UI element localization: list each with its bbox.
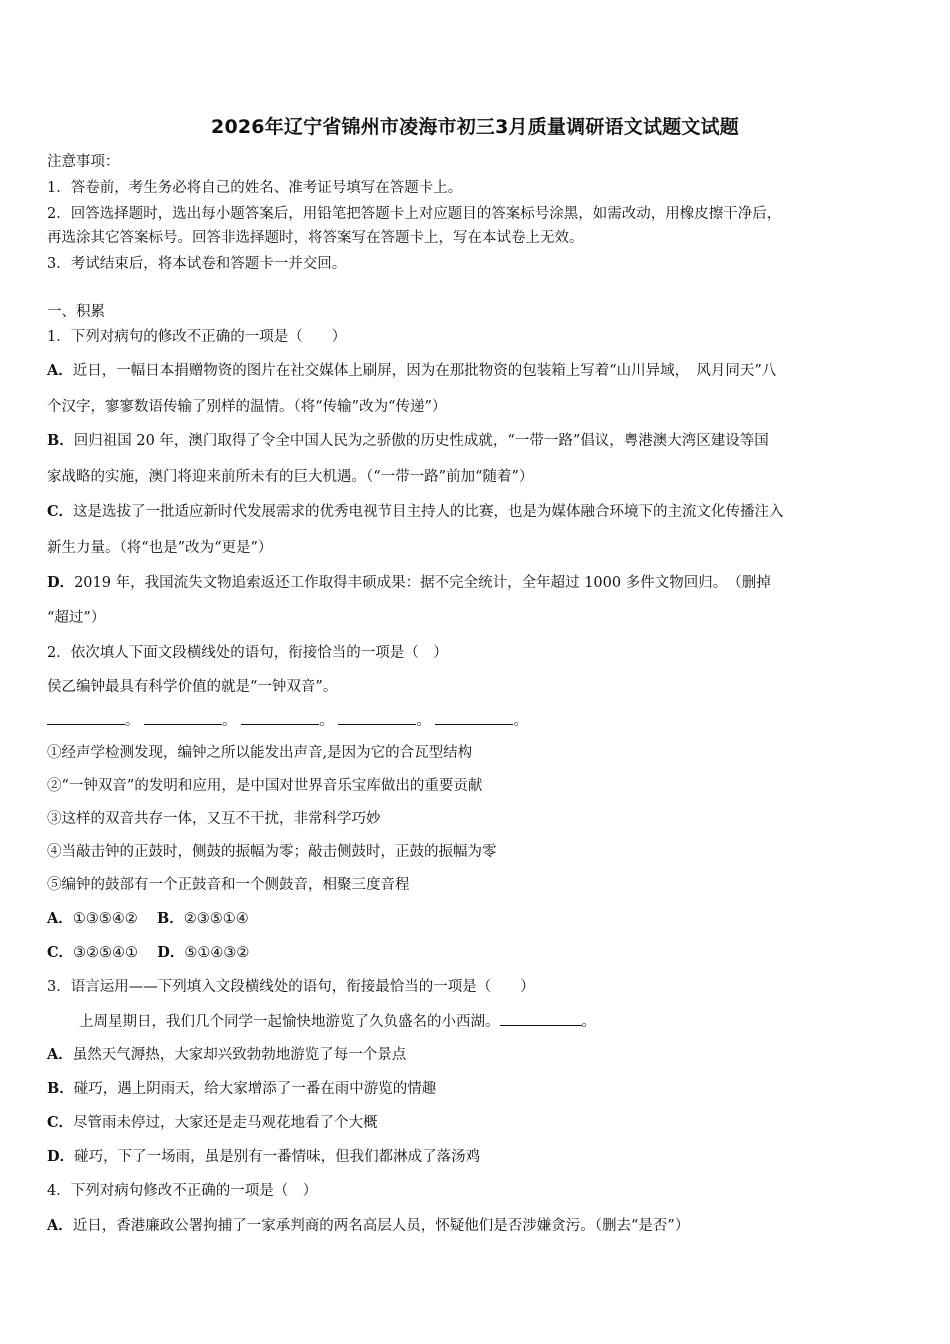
- q3-passage: [79, 1011, 939, 1032]
- q1-option-c-label: C．: [47, 503, 74, 520]
- q3-option-a-label: A．: [47, 1046, 73, 1063]
- q4-option-a-label: A．: [47, 1217, 73, 1234]
- q2-blank-4: [338, 710, 416, 725]
- q3-blank: [500, 1011, 582, 1026]
- q3-option-a: [47, 1045, 907, 1065]
- q1-option-c-cont: 新生力量。（将“也是”改为“更是”）: [47, 540, 273, 556]
- q1-stem: 1．下列对病句的修改不正确的一项是（ ）: [47, 329, 347, 345]
- q2-blank-sep: 。: [222, 713, 237, 729]
- q2-blank-3: [241, 710, 319, 725]
- q1-option-a: [47, 361, 907, 381]
- q2-option-a-label: A．: [47, 910, 73, 927]
- q3-option-d: [47, 1147, 907, 1167]
- q2-option-c-label: C．: [47, 944, 74, 961]
- q1-option-a-cont: 个汉字，寥寥数语传输了别样的温情。（将“传输”改为“传递”）: [47, 399, 447, 415]
- q1-option-c-text: 这是选拔了一批适应新时代发展需求的优秀电视节目主持人的比赛，也是为媒体融合环境下的主流文化传播注入: [73, 504, 784, 520]
- q3-option-d-text: 碰巧，下了一场雨，虽是别有一番情味，但我们都淋成了落汤鸡: [74, 1149, 481, 1165]
- q2-option-b: ②③⑤①④: [183, 911, 249, 927]
- q2-blank-sep: 。: [416, 713, 431, 729]
- q1-option-b: [47, 431, 907, 451]
- q1-option-b-text: 回归祖国 20 年，澳门取得了令全中国人民为之骄傲的历史性成就，“一带一路”倡议，粤港澳大湾区建设等国: [73, 433, 769, 449]
- q3-passage-end: 。: [581, 1014, 596, 1030]
- q1-option-d-text: 2019 年，我国流失文物追索返还工作取得丰硕成果：据不完全统计，全年超过 1000 多件文物回归。 （删掉: [74, 575, 771, 591]
- q2-blank-2: [144, 710, 222, 725]
- notice-item-2b: 再选涂其它答案标号。回答非选择题时，将答案写在答题卡上，写在本试卷上无效。: [47, 230, 584, 246]
- q2-sentence-1: ①经声学检测发现，编钟之所以能发出声音,是因为它的合瓦型结构: [47, 745, 473, 761]
- q1-option-c: [47, 502, 907, 522]
- q1-option-a-label: A．: [47, 362, 73, 379]
- q4-stem: 4．下列对病句修改不正确的一项是（ ）: [47, 1183, 318, 1199]
- q2-blank-5: [435, 710, 513, 725]
- q3-stem: 3．语言运用——下列填入文段横线处的语句，衔接最恰当的一项是（ ）: [47, 979, 535, 995]
- q1-option-b-cont: 家战略的实施，澳门将迎来前所未有的巨大机遇。（“一带一路”前加“随着”）: [47, 469, 534, 485]
- q2-lead: 侯乙编钟最具有科学价值的就是“一钟双音”。: [47, 679, 338, 695]
- q4-option-a-text: 近日，香港廉政公署拘捕了一家承判商的两名高层人员，怀疑他们是否涉嫌贪污。（删去“是否”）: [72, 1218, 690, 1234]
- q1-option-a-text: 近日，一幅日本捐赠物资的图片在社交媒体上刷屏，因为在那批物资的包装箱上写着“山川异域， 风月同天”八: [72, 363, 777, 379]
- notice-item-3: 3．考试结束后，将本试卷和答题卡一并交回。: [47, 256, 347, 272]
- q2-sentence-3: ③这样的双音共存一体，又互不干扰，非常科学巧妙: [47, 811, 381, 827]
- notice-item-1: 1．答卷前，考生务必将自己的姓名、准考证号填写在答题卡上。: [47, 180, 463, 196]
- page-title: 2026年辽宁省锦州市凌海市初三3月质量调研语文试题文试题: [211, 116, 739, 138]
- q1-option-d-cont: “超过”）: [47, 610, 106, 626]
- notice-heading: 注意事项：: [47, 154, 120, 170]
- q2-stem: 2．依次填人下面文段横线处的语句，衔接恰当的一项是（ ）: [47, 645, 448, 661]
- q2-option-c: ③②⑤④①: [73, 945, 139, 961]
- q2-option-d: ⑤①④③②: [184, 945, 250, 961]
- q3-option-b: [47, 1079, 907, 1099]
- q2-options-ab: [47, 909, 907, 929]
- q4-option-a: [47, 1216, 907, 1236]
- q2-blank-sep: 。: [319, 713, 334, 729]
- q2-option-d-label: D．: [157, 944, 185, 961]
- q2-sentence-2: ②“一钟双音”的发明和应用，是中国对世界音乐宝库做出的重要贡献: [47, 778, 483, 794]
- q3-option-d-label: D．: [47, 1148, 75, 1165]
- q2-blanks: [47, 710, 907, 731]
- q3-option-c-text: 尽管雨未停过，大家还是走马观花地看了个大概: [73, 1115, 378, 1131]
- q2-blank-sep: 。: [513, 713, 528, 729]
- q1-option-d-label: D．: [47, 574, 75, 591]
- q2-blank-1: [47, 710, 125, 725]
- q2-option-b-label: B．: [156, 910, 184, 927]
- q3-option-b-text: 碰巧，遇上阴雨天，给大家增添了一番在雨中游览的情趣: [73, 1081, 437, 1097]
- q3-option-c-label: C．: [47, 1114, 74, 1131]
- q2-sentence-5: ⑤编钟的鼓部有一个正鼓音和一个侧鼓音，相聚三度音程: [47, 877, 410, 893]
- q2-sentence-4: ④当敲击钟的正鼓时，侧鼓的振幅为零；敲击侧鼓时，正鼓的振幅为零: [47, 844, 497, 860]
- q3-option-a-text: 虽然天气溽热，大家却兴致勃勃地游览了每一个景点: [72, 1047, 407, 1063]
- q1-option-d: [47, 573, 907, 593]
- q3-passage-text: 上周星期日，我们几个同学一起愉快地游览了久负盛名的小西湖。: [79, 1014, 500, 1030]
- q3-option-c: [47, 1113, 907, 1133]
- q3-option-b-label: B．: [47, 1080, 74, 1097]
- q1-option-b-label: B．: [47, 432, 74, 449]
- q2-blank-sep: 。: [125, 713, 140, 729]
- section-heading: 一、积累: [47, 304, 105, 320]
- notice-item-2a: 2．回答选择题时，选出每小题答案后，用铅笔把答题卡上对应题目的答案标号涂黑，如需改动，用橡皮擦干净后，: [47, 206, 782, 222]
- q2-options-cd: [47, 943, 907, 963]
- q2-option-a: ①③⑤④②: [72, 911, 138, 927]
